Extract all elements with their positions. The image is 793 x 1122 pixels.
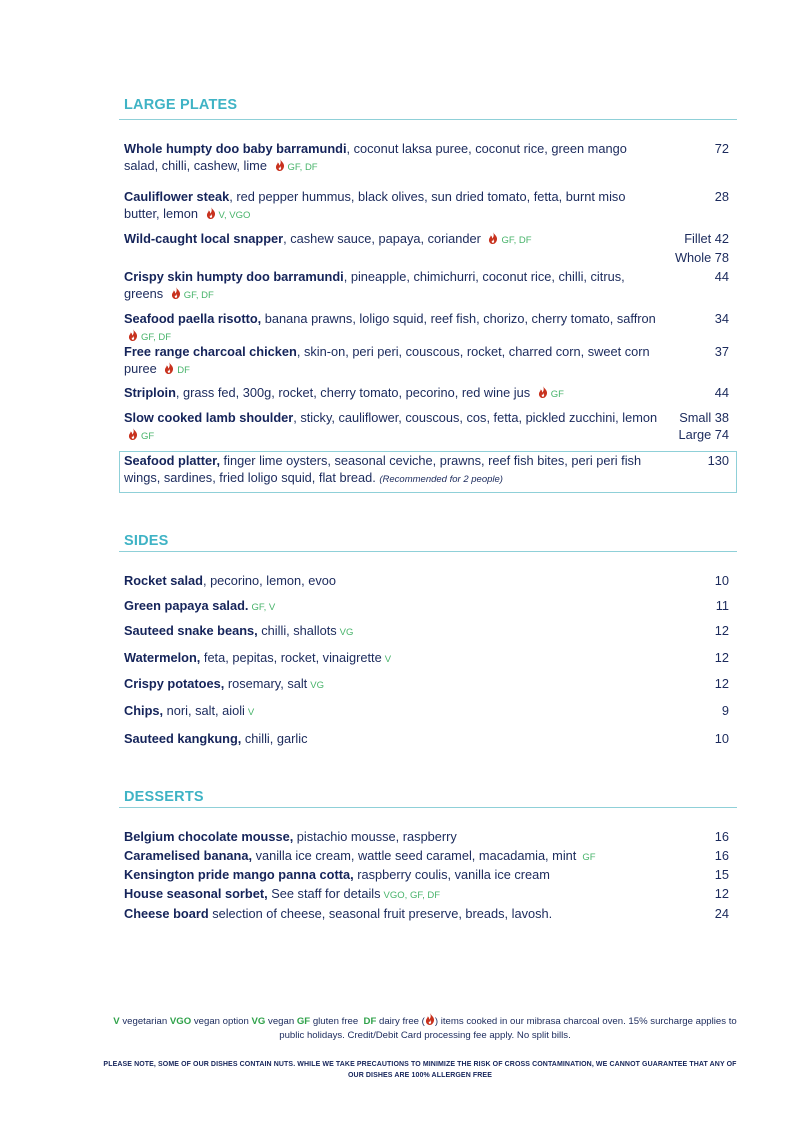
dessert-item	[124, 866, 684, 883]
dish-price: 130	[707, 453, 729, 468]
dietary-tags: GF, V	[251, 602, 276, 613]
charcoal-flame-icon	[206, 207, 216, 219]
dish-description: selection of cheese, seasonal fruit preserve, breads, lavosh.	[208, 906, 553, 921]
dietary-tags: VG	[339, 627, 354, 638]
section-divider	[119, 119, 737, 120]
menu-item-cauliflower-steak	[124, 188, 664, 224]
dietary-tags: V	[247, 707, 255, 718]
dish-name: Rocket salad	[124, 573, 203, 588]
dish-description: , pineapple, chimichurri, coconut rice, chilli, citrus, greens	[124, 269, 625, 301]
dish-description: , sticky, cauliflower, couscous, cos, fetta, pickled zucchini, lemon	[293, 410, 658, 425]
dish-price: 16	[714, 848, 729, 863]
dietary-tags: GF	[582, 852, 596, 863]
menu-item-paella-risotto	[124, 310, 664, 346]
legend-text: dairy free	[379, 1016, 419, 1027]
dish-description: vanilla ice cream, wattle seed caramel, macadamia, mint	[252, 848, 577, 863]
dish-price-small: Small 38	[679, 410, 729, 425]
dietary-legend	[100, 1013, 750, 1042]
side-item	[124, 675, 664, 694]
dietary-tags: GF, DF	[183, 290, 214, 301]
dish-name: Striploin	[124, 385, 176, 400]
dietary-tags: GF, DF	[501, 235, 532, 246]
charcoal-flame-icon	[128, 428, 138, 440]
dessert-item	[124, 847, 684, 866]
legend-code: VG	[251, 1016, 266, 1027]
dish-name: Watermelon,	[124, 650, 201, 665]
legend-paren: (	[421, 1016, 425, 1027]
side-item	[124, 702, 664, 721]
dish-description: See staff for details	[267, 886, 381, 901]
dish-name: Cauliflower steak	[124, 189, 230, 204]
dish-price: 10	[714, 573, 729, 588]
legend-text: vegan option	[193, 1016, 249, 1027]
menu-item-whole-barramundi	[124, 140, 664, 176]
menu-item-seafood-platter	[124, 452, 664, 488]
dish-price: 24	[714, 906, 729, 921]
section-title-large-plates: LARGE PLATES	[124, 97, 238, 113]
menu-item-crispy-barramundi	[124, 268, 664, 304]
dish-price: 16	[714, 829, 729, 844]
dish-name: Sauteed kangkung,	[124, 731, 242, 746]
dietary-tags: GF	[550, 389, 564, 400]
dish-price: 12	[714, 650, 729, 665]
dish-price: 34	[714, 311, 729, 326]
dish-description: rosemary, salt	[224, 676, 308, 691]
legend-text: vegan	[268, 1016, 295, 1027]
dish-price: 12	[714, 676, 729, 691]
dish-price: 12	[714, 886, 729, 901]
dessert-item	[124, 905, 684, 922]
dish-name: Kensington pride mango panna cotta,	[124, 867, 354, 882]
dish-description: pistachio mousse, raspberry	[293, 829, 457, 844]
dish-price: 44	[714, 385, 729, 400]
dish-description: finger lime oysters, seasonal ceviche, prawns, reef fish bites, peri peri fish wings, sardines, fried loligo squid, flat bread.	[124, 453, 642, 485]
dish-price: 12	[714, 623, 729, 638]
dish-description: , red pepper hummus, black olives, sun dried tomato, fetta, burnt miso butter, lemon	[124, 189, 626, 221]
charcoal-flame-icon	[275, 159, 285, 171]
legend-code: GF	[296, 1016, 311, 1027]
dish-price: 9	[721, 703, 729, 718]
dietary-tags: GF	[141, 431, 155, 442]
dietary-tags: V	[384, 654, 392, 665]
charcoal-flame-icon	[538, 386, 548, 398]
menu-item-lamb-shoulder	[124, 409, 664, 445]
legend-code: V	[113, 1016, 120, 1027]
side-item	[124, 622, 664, 641]
dish-price-fillet: Fillet 42	[684, 231, 729, 246]
charcoal-flame-icon	[128, 329, 138, 341]
dish-description: , cashew sauce, papaya, coriander	[283, 231, 481, 246]
dessert-item	[124, 828, 684, 845]
menu-item-charcoal-chicken	[124, 343, 664, 379]
side-item	[124, 649, 664, 668]
side-item	[124, 597, 664, 616]
dietary-tags: DF	[177, 365, 190, 376]
dish-name: Whole humpty doo baby barramundi	[124, 141, 347, 156]
legend-code: VGO	[169, 1016, 192, 1027]
dish-description: banana prawns, loligo squid, reef fish, chorizo, cherry tomato, saffron	[261, 311, 656, 326]
dish-name: Sauteed snake beans,	[124, 623, 258, 638]
dietary-tags: GF, DF	[141, 332, 172, 343]
dish-price-large: Large 74	[678, 427, 729, 442]
dish-description: feta, pepitas, rocket, vinaigrette	[200, 650, 382, 665]
dish-description: , skin-on, peri peri, couscous, rocket, charred corn, sweet corn puree	[124, 344, 650, 376]
dish-description: chilli, garlic	[241, 731, 308, 746]
dish-name: Crispy skin humpty doo barramundi	[124, 269, 344, 284]
dish-price: 37	[714, 344, 729, 359]
section-divider	[119, 807, 737, 808]
charcoal-flame-icon	[164, 362, 174, 374]
dish-name: Seafood paella risotto,	[124, 311, 262, 326]
section-title-desserts: DESSERTS	[124, 789, 204, 805]
dish-name: Chips,	[124, 703, 164, 718]
charcoal-flame-icon	[171, 287, 181, 299]
legend-text: vegetarian	[122, 1016, 168, 1027]
legend-text: gluten free	[312, 1016, 359, 1027]
dish-price: 28	[714, 189, 729, 204]
dietary-tags: VG	[310, 680, 324, 691]
dish-price-whole: Whole 78	[674, 250, 729, 265]
dish-name: Belgium chocolate mousse,	[124, 829, 294, 844]
dish-name: Free range charcoal chicken	[124, 344, 297, 359]
dish-description: raspberry coulis, vanilla ice cream	[353, 867, 550, 882]
legend-code: DF	[363, 1016, 377, 1027]
dish-price: 72	[714, 141, 729, 156]
dietary-tags: GF, DF	[287, 162, 318, 173]
charcoal-flame-icon	[425, 1013, 435, 1025]
dish-price: 15	[714, 867, 729, 882]
dish-name: Seafood platter,	[124, 453, 220, 468]
section-title-sides: SIDES	[124, 533, 169, 549]
charcoal-flame-icon	[488, 232, 498, 244]
legend-charcoal-text: ) items cooked in our mibrasa charcoal oven. 15% surcharge applies to public holidays. Credit/Debit Card processing fee apply. No split bills.	[279, 1016, 737, 1041]
section-divider	[119, 551, 737, 552]
dish-description: chilli, shallots	[257, 623, 337, 638]
allergen-notice: PLEASE NOTE, SOME OF OUR DISHES CONTAIN NUTS. WHILE WE TAKE PRECAUTIONS TO MINIMIZE THE RISK OF CROSS CONTAMINATION, WE CANNOT GUARANTEE THAT ANY OF OUR DISHES ARE 100% ALLERGEN FREE	[103, 1061, 737, 1079]
dish-price: 11	[715, 598, 729, 613]
menu-item-local-snapper	[124, 230, 664, 249]
dish-name: Slow cooked lamb shoulder	[124, 410, 294, 425]
dish-name: Green papaya salad.	[124, 598, 249, 613]
dish-description: nori, salt, aioli	[163, 703, 245, 718]
dish-name: Wild-caught local snapper	[124, 231, 284, 246]
dish-price: 10	[714, 731, 729, 746]
dish-description: , grass fed, 300g, rocket, cherry tomato, pecorino, red wine jus	[175, 385, 531, 400]
dietary-tags: VGO, GF, DF	[383, 890, 441, 901]
dish-description: , pecorino, lemon, evoo	[202, 573, 336, 588]
dish-name: House seasonal sorbet,	[124, 886, 268, 901]
dessert-item	[124, 885, 684, 904]
side-item	[124, 572, 664, 589]
dietary-tags: V, VGO	[218, 210, 251, 221]
dish-name: Caramelised banana,	[124, 848, 253, 863]
dish-name: Crispy potatoes,	[124, 676, 225, 691]
serving-note: (Recommended for 2 people)	[379, 474, 503, 485]
dish-price: 44	[714, 269, 729, 284]
dish-description: , coconut laksa puree, coconut rice, green mango salad, chilli, cashew, lime	[124, 141, 627, 173]
side-item	[124, 730, 664, 747]
dish-name: Cheese board	[124, 906, 209, 921]
menu-item-striploin	[124, 384, 664, 403]
